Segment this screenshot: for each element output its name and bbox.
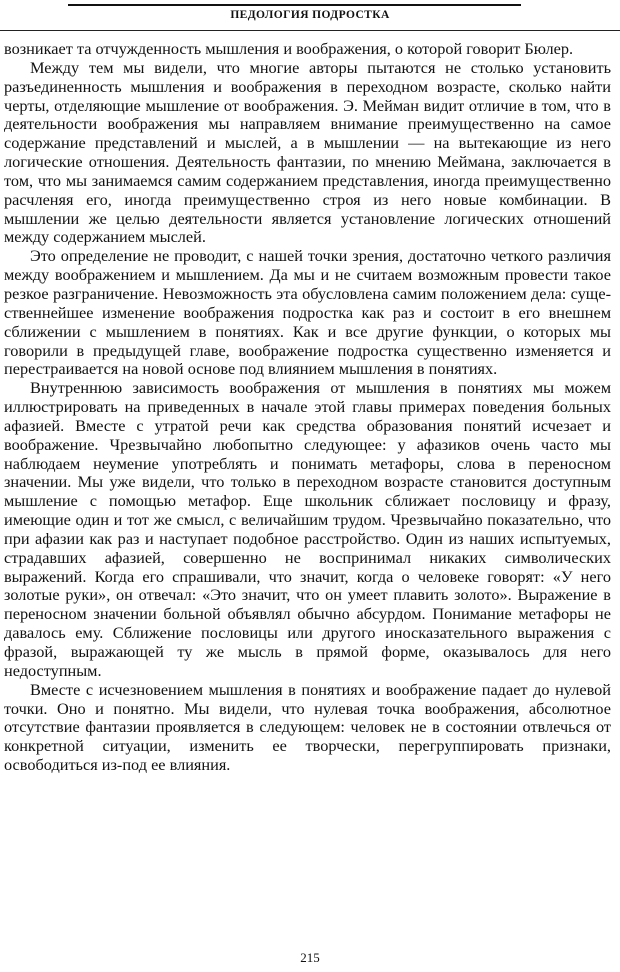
page-number: 215 bbox=[300, 950, 320, 965]
header-divider bbox=[0, 30, 620, 31]
paragraph-continuation: возникает та отчужденность мышления и воображения, о которой говорит Бюлер. bbox=[4, 39, 574, 58]
paragraph: Между тем мы видели, что многие авторы пытаются не столько установить разъединенность мышления и воображения в переходном возрасте, сколько найти черты, отделяющие мышление от воображения. Э. Мейман видит отличие в том, что в деятельности воображения мы направляем внимание преимущественно на самое содержание представлений и мыслей, а в мышлении — на вытекающие из него логические отношения. Деятельность фантазии, по мнению Меймана, заключается в том, что мы занимаемся самим содержанием представления, иногда преимущественно расчленяя его, иногда преимущественно строя из него новые комбинации. В мышлении же целью деятельности является установление логических отношений между содержанием мыслей. bbox=[4, 57, 611, 247]
body-text bbox=[4, 40, 611, 775]
paragraph: Вместе с исчезновением мышления в понятиях и воображение падает до нулевой точки. Оно и понятно. Мы видели, что нулевая точка воображения, абсолютное отсутствие фантазии проявляется в следующем: человек не в состоянии отвлечься от конкретной ситуации, изменить ее творчески, перегруппировать признаки, освободиться из-под ее влияния. bbox=[4, 679, 611, 775]
paragraph: Внутреннюю зависимость воображения от мышления в понятиях мы можем иллюстрировать на приведенных в начале этой главы примерах поведения больных афазией. Вместе с утратой речи как средства образования понятий исчезает и воображение. Чрезвычайно любопытно следующее: у афазиков очень часто мы наблюдаем неумение употреблять и понимать метафоры, слова в переносном значении. Мы уже видели, что только в переходном возрасте становится доступным мышление с помощью метафор. Еще школьник сближает пословицу и фразу, имеющие один и тот же смысл, с величайшим трудом. Чрезвычайно показательно, что при афазии как раз и наступает подобное расстройство. Один из наших испытуемых, страдавших афазией, совершенно не воспринимал никаких символических выражений. Когда его спрашивали, что значит, когда о человеке говорят: «У него золотые руки», он отвечал: «Это значит, что он умеет плавить золото». Выражение в переносном значении больной объявлял обычно абсурдом. Понимание метафоры не давалось ему. Сближение пословицы или другого иносказательного выражения с фразой, выражающей ту же мысль в прямой форме, оказывалось для него недоступным. bbox=[4, 378, 611, 680]
top-rule bbox=[68, 4, 521, 6]
running-head: ПЕДОЛОГИЯ ПОДРОСТКА bbox=[230, 9, 390, 21]
paragraph: Это определение не проводит, с нашей точки зрения, достаточно четкого различия между воображением и мышлением. Да мы и не считаем возможным провести такое резкое разграничение. Невозможность эта обусловлена самим положением дела: существеннейшее изменение воображения подростка как раз и состоит в его внешнем сближении с мышлением в понятиях. Как и все другие функции, о которых мы говорили в предыдущей главе, воображение подростка существенно изменяется и перестраивается на новой основе под влиянием мышления в понятиях. bbox=[4, 246, 611, 379]
